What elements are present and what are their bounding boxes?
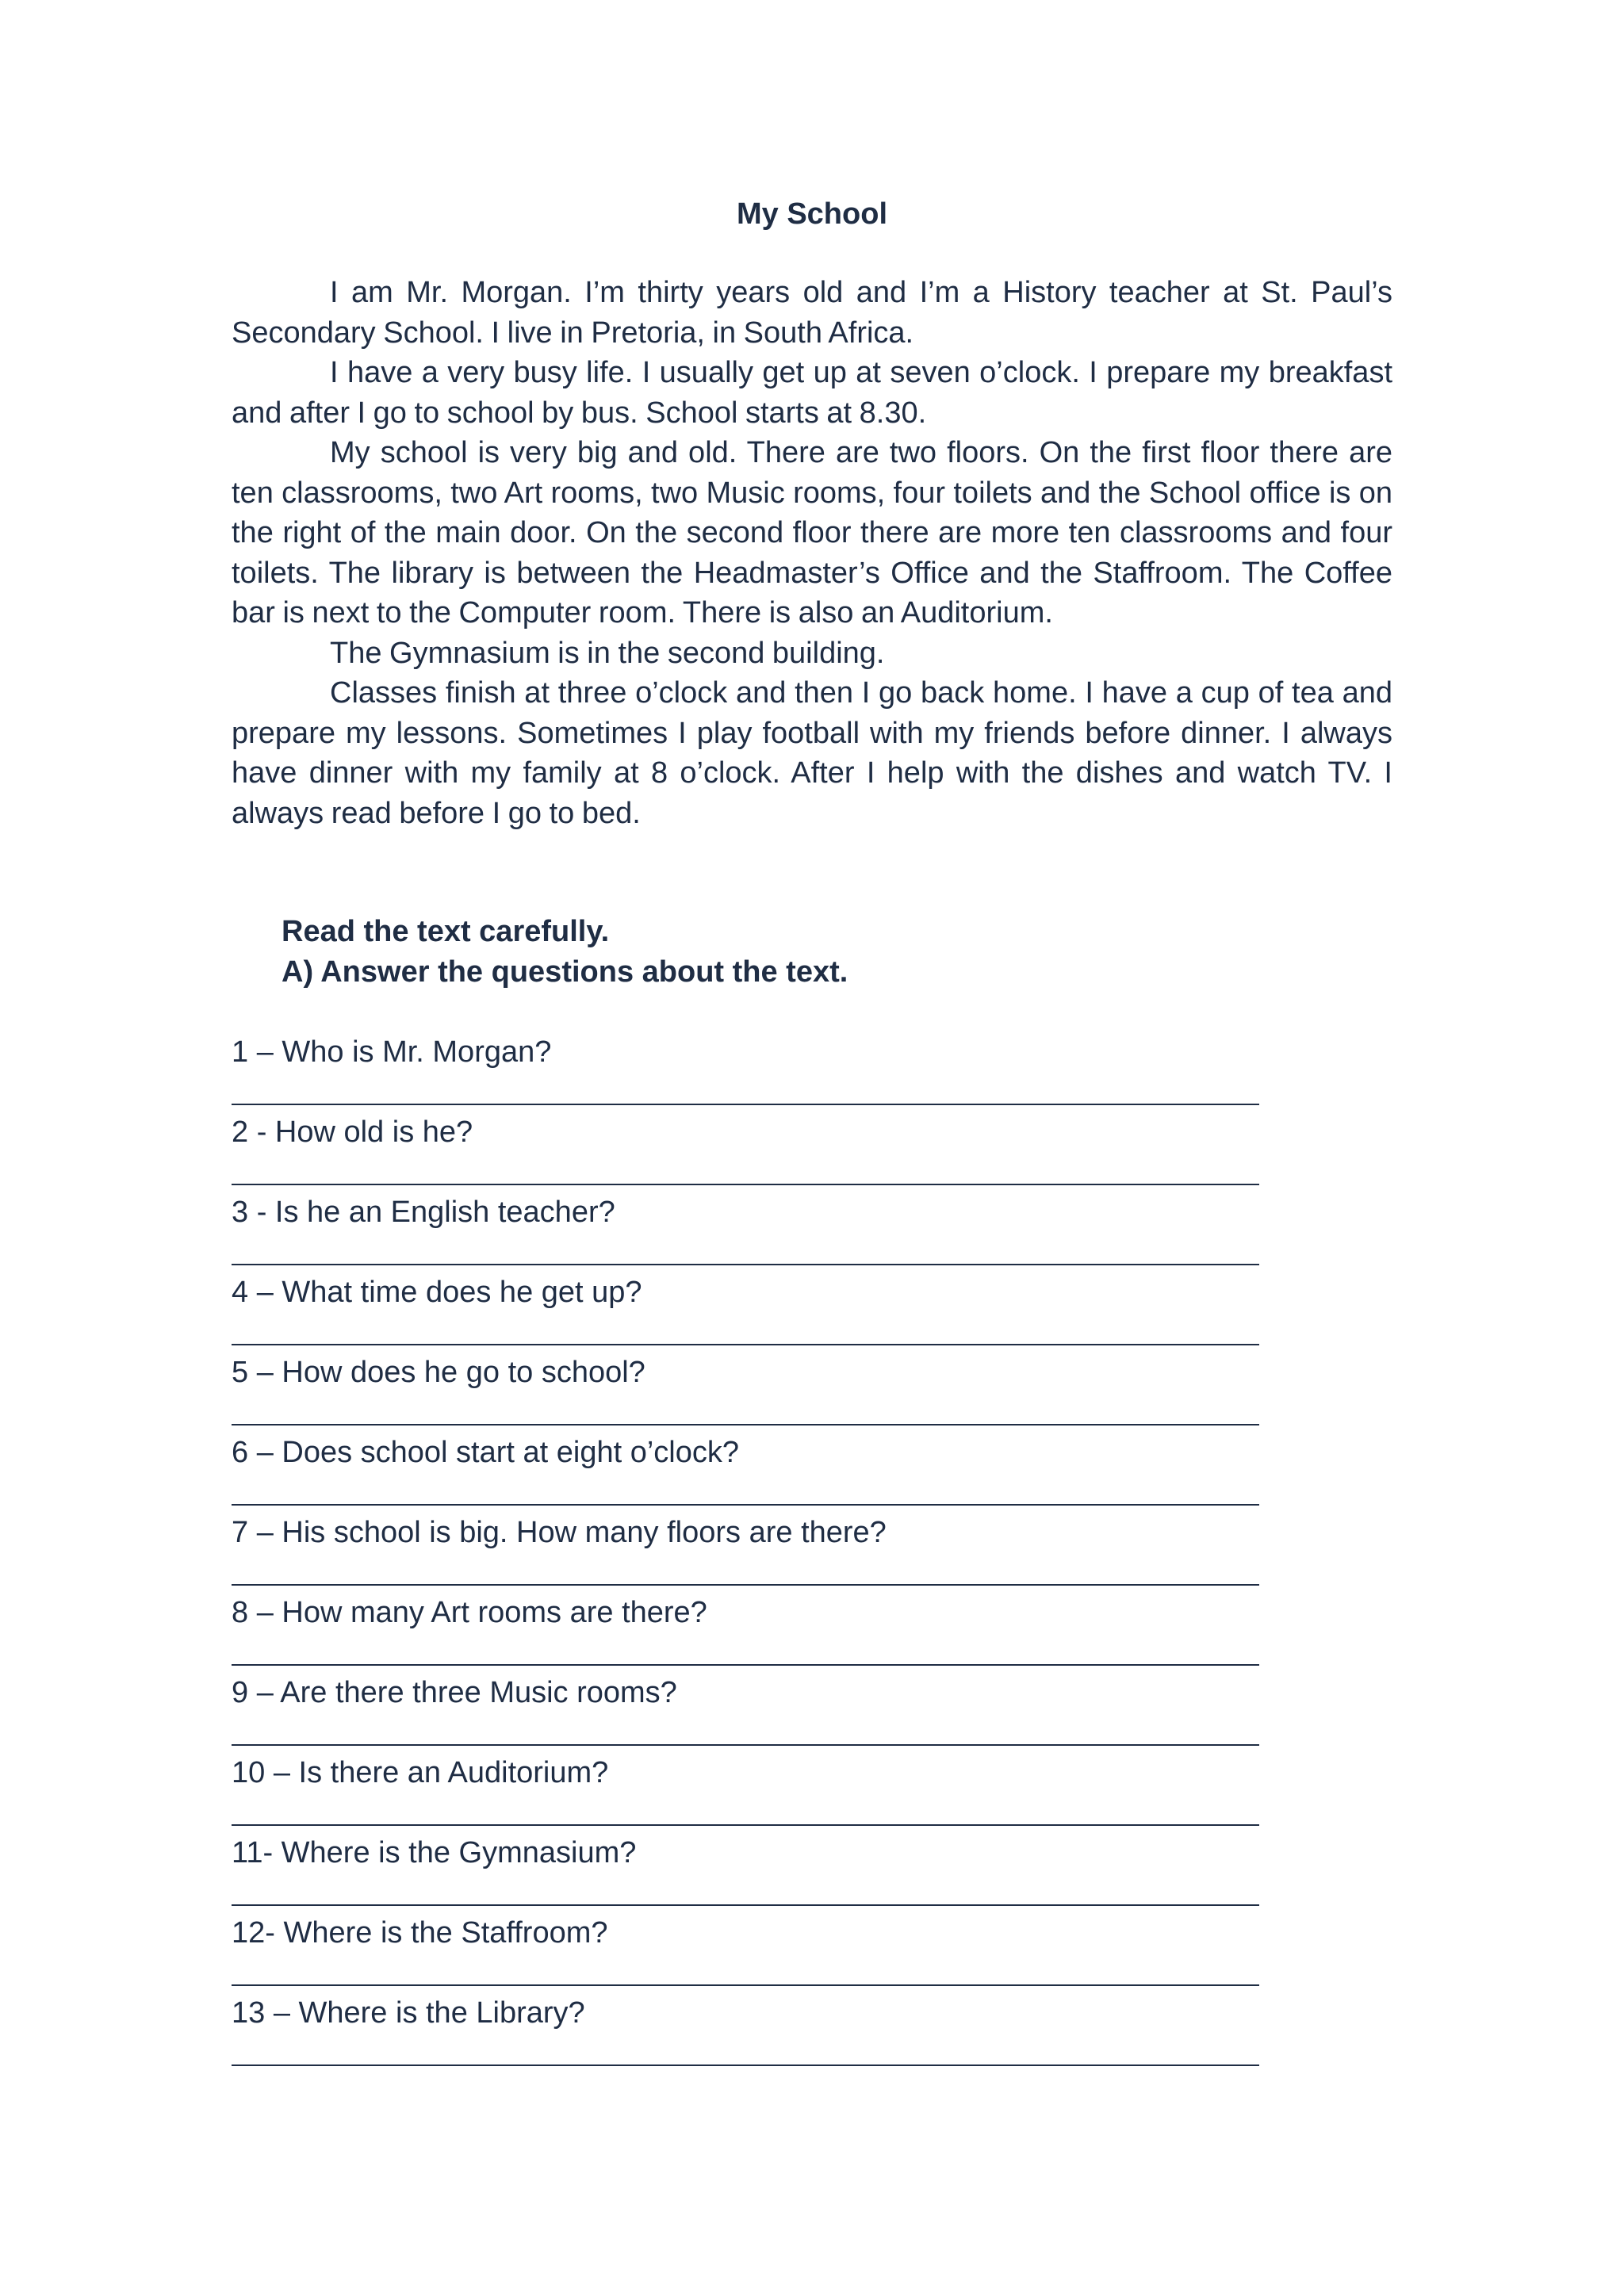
- question-item: [232, 1593, 1262, 1673]
- answer-line[interactable]: [232, 1824, 1259, 1826]
- question-text: 7 – His school is big. How many floors are there?: [232, 1516, 887, 1549]
- question-text: 10 – Is there an Auditorium?: [232, 1756, 609, 1789]
- answer-line[interactable]: [232, 1424, 1259, 1425]
- question-text: 3 - Is he an English teacher?: [232, 1196, 615, 1229]
- question-item: [232, 1673, 1262, 1753]
- passage-paragraph: I have a very busy life. I usually get up at seven o’clock. I prepare my breakfast and after I go to school by bus. School starts at 8.30.: [232, 356, 1392, 430]
- passage-paragraph: My school is very big and old. There are two floors. On the first floor there are ten classrooms, two Art rooms, two Music rooms, four toilets and the School office is on the right of the main door. On the second floor there are more ten classrooms and four toilets. The library is between the Headmaster’s Office and the Staffroom. The Coffee bar is next to the Computer room. There is also an Auditorium.: [232, 436, 1392, 629]
- answer-line[interactable]: [232, 1984, 1259, 1986]
- question-item: [232, 1993, 1262, 2073]
- question-item: [232, 1753, 1262, 1833]
- answer-line[interactable]: [232, 1264, 1259, 1265]
- passage-paragraph: Classes finish at three o’clock and then I go back home. I have a cup of tea and prepare my lessons. Sometimes I play football with my friends before dinner. I always have dinner with my family at 8 o’clock. After I help with the dishes and watch TV. I always read before I go to bed.: [232, 676, 1392, 830]
- question-item: [232, 1833, 1262, 1913]
- instruction-read: Read the text carefully.: [282, 915, 610, 948]
- question-text: 8 – How many Art rooms are there?: [232, 1596, 707, 1629]
- question-item: [232, 1913, 1262, 1993]
- passage-paragraph: The Gymnasium is in the second building.: [330, 636, 885, 670]
- instruction-task: A) Answer the questions about the text.: [282, 955, 848, 989]
- question-item: [232, 1032, 1262, 1112]
- page-title: My School: [736, 197, 888, 231]
- reading-passage: [232, 273, 1392, 833]
- answer-line[interactable]: [232, 1584, 1259, 1586]
- passage-paragraph: I am Mr. Morgan. I’m thirty years old and I’m a History teacher at St. Paul’s Secondary School. I live in Pretoria, in South Africa.: [232, 276, 1392, 350]
- question-item: [232, 1433, 1262, 1513]
- question-item: [232, 1272, 1262, 1353]
- question-text: 13 – Where is the Library?: [232, 1996, 585, 2030]
- question-text: 12- Where is the Staffroom?: [232, 1916, 608, 1950]
- question-text: 6 – Does school start at eight o’clock?: [232, 1436, 740, 1469]
- question-text: 5 – How does he go to school?: [232, 1356, 645, 1389]
- answer-line[interactable]: [232, 1744, 1259, 1746]
- question-item: [232, 1112, 1262, 1192]
- answer-line[interactable]: [232, 1904, 1259, 1906]
- question-item: [232, 1353, 1262, 1433]
- question-list: [232, 1032, 1262, 2073]
- question-text: 2 - How old is he?: [232, 1115, 473, 1149]
- question-text: 11- Where is the Gymnasium?: [232, 1836, 637, 1869]
- instructions: [282, 912, 848, 992]
- answer-line[interactable]: [232, 1184, 1259, 1185]
- answer-line[interactable]: [232, 1104, 1259, 1105]
- question-text: 1 – Who is Mr. Morgan?: [232, 1035, 552, 1069]
- answer-line[interactable]: [232, 1664, 1259, 1666]
- question-text: 9 – Are there three Music rooms?: [232, 1676, 677, 1709]
- question-item: [232, 1513, 1262, 1593]
- question-item: [232, 1192, 1262, 1272]
- answer-line[interactable]: [232, 2064, 1259, 2066]
- answer-line[interactable]: [232, 1344, 1259, 1345]
- question-text: 4 – What time does he get up?: [232, 1276, 642, 1309]
- answer-line[interactable]: [232, 1504, 1259, 1506]
